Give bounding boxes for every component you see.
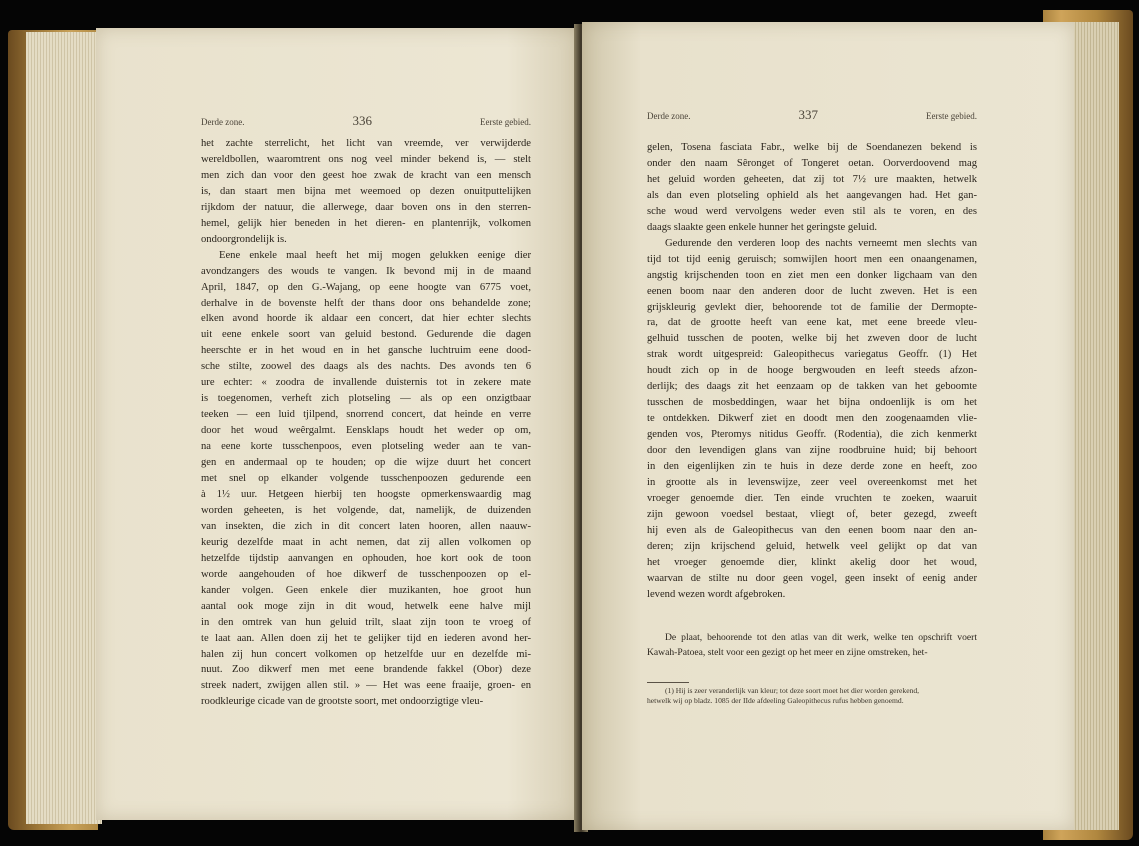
text-line: tijd tot tijd eenig geruisch; somwijlen hoort men een onaangenamen, [647,253,977,265]
left-body-text [201,136,531,710]
text-line: na eene korte tusschenpoos, even plotseling weder aan te van- [201,441,531,453]
page-edges-left [26,32,102,824]
text-line: levend wezen wordt afgebroken. [647,588,786,600]
text-line: halen zij hun concert volkomen op hetzelfde uur en dezelfde mi- [201,648,531,660]
text-line: worden geheeten, is het volgende, dat, namelijk, de duizenden [201,504,531,516]
text-line: hemel, gelijk hier beneden in het dieren- en plantenrijk, volkomen [201,217,531,229]
text-line: is toegenomen, verheft zich plotseling — als op een onzigtbaar [201,393,531,405]
footnote-rule [647,682,689,683]
text-line: ra, dat de grootte heeft van eene kat, met eene breede vleu- [647,317,977,329]
text-line: door het woud weêrgalmt. Eensklaps houdt het weder op om, [201,425,531,437]
header-zone: Derde zone. [647,111,691,121]
page-number: 336 [352,113,372,128]
running-head-right [647,107,977,123]
text-line: streek nadert, zwijgen allen stil. » — Het was eene fraaije, groen- en [201,680,531,692]
text-line: men zich dan voor den geest hoe zwak de kracht van een mensch [201,169,531,181]
text-line: deren; zijn krijschend geluid, hetwelk veel gelijkt op dat van [647,540,977,552]
text-line: gen en andermaal op te houden; op die wijze duurt het concert [201,457,531,469]
text-line: angstig krijschenden toon en ziet men een donker ligchaam van den [647,269,977,281]
text-line: à 1½ uur. Hetgeen hierbij ten hoogste opmerkenswaardig mag [201,488,531,500]
text-line: ondoorgrondelijk is. [201,233,287,245]
text-line: April, 1847, op den G.-Wajang, op eene hoogte van 6775 voet, [201,281,531,293]
text-line: houdt zich op in de hooge bergwouden en leeft steeds afzon- [647,365,977,377]
right-page [582,22,1074,830]
text-line: door den levendigen glans van zijne roodbruine huid; bij behoort [647,445,977,457]
text-line: worde aangehouden of hoe dikwerf de tusschenpoozen op el- [201,568,531,580]
text-line: gelen, Tosena fasciata Fabr., welke bij de Soendanezen bekend is [647,142,977,153]
header-zone: Derde zone. [201,117,245,127]
text-line: het vroeger genoemde dier, klinkt akelig door het woud, [647,556,977,568]
right-body-text [647,140,977,603]
text-line: onder den naam Sêronget of Tongeret oetan. Oorverdoovend mag [647,157,977,169]
text-line: van insekten, die zich in dit concert laten hooren, allen naauw- [201,520,531,532]
text-line: is, dan staart men bijna met weemoed op dezen onuitputtelijken [201,185,531,197]
text-line: keurig dezelfde maat in acht nemen, dat zij allen volkomen op [201,536,531,548]
text-line: tusschen de mosbeddingen, waar het bijna ondoenlijk is om het [647,397,977,409]
text-line: als dan even plotseling ophield als het aangevangen had. Het gan- [647,189,977,201]
text-line: derlijk; des daags zit het eenzaam op de takken van het geboomte [647,381,977,393]
text-line: sche woud werd vervolgens weder even stil als te voren, en des [647,205,977,217]
text-line: in grootte als in levenswijze, zeer veel overeenkomst met het [647,477,977,489]
text-line: elken avond hoorde ik aldaar een concert, dat hier echter slechts [201,313,531,325]
text-line: te laat aan. Allen doen zij het te gelijker tijd en iederen avond her- [201,632,531,644]
text-line: Kawah-Patoea, stelt voor een gezigt op het meer en zijne omstreken, het- [647,647,928,658]
text-line: het zachte sterrelicht, het licht van vreemde, ver verwijderde [201,138,531,149]
text-line: Eene enkele maal heeft het mij mogen gelukken eenige dier [219,249,531,261]
text-line: hetzelfde tijdstip aanvangen en ophouden, hoe kort ook de toon [201,552,531,564]
text-line: waarvan de stilte nu door geen vogel, geen insekt of eenig ander [647,572,977,584]
plate-note [647,630,977,660]
text-line: grijskleurig gevlekt dier, behoorende tot de familie der Dermopte- [647,301,977,313]
text-line: teeken — een luid tjilpend, snorrend concert, dat heinde en verre [201,409,531,421]
text-line: strak wordt uitgespreid: Galeopithecus variegatus Geoffr. (1) Het [647,349,977,361]
text-line: Gedurende den verderen loop des nachts verneemt men slechts van [665,237,977,249]
text-line: met snel op elkander volgende tusschenpoozen gedurende een [201,473,531,485]
text-line: rijkdom der natuur, die allerwege, daar boven ons in den sterren- [201,201,531,213]
text-line: het geluid worden geheeten, dat zij tot 7½ ure maakten, hetwelk [647,173,977,185]
text-line: nuut. Zoo dikwerf men met eene brandende fakkel (Obor) deze [201,664,531,676]
text-line: in den omtrek van hun geluid trilt, slaat zijn toon te vroeg of [201,616,531,628]
text-line: gelhuid tusschen de pooten, welke bij het zweven door de lucht [647,333,977,345]
header-region: Eerste gebied. [926,111,977,121]
page-number: 337 [798,107,818,122]
text-line: daags slaakte geen enkele hunner het geringste geluid. [647,221,878,233]
text-line: aantal ook moge zijn in dit woud, hetwelk eene halve mijl [201,600,531,612]
running-head-left [201,113,531,129]
text-line: hij even als de Galeopithecus van den eenen boom naar den an- [647,524,977,536]
header-region: Eerste gebied. [480,117,531,127]
text-line: wereldbollen, waaromtrent ons nog veel minder bekend is, — stelt [201,153,531,165]
left-page [96,28,580,820]
text-line: uit eene enkele soort van geluid bestond. Gedurende die dagen [201,329,531,341]
text-line: heerschte er in het woud en in het gansche luchtruim eene dood- [201,345,531,357]
footnote [647,686,977,706]
text-line: avondzangers des wouds te vangen. Ik bevond mij in de maand [201,265,531,277]
text-line: sche stilte, zoowel des daags als des nachts. Des avonds ten 6 [201,361,531,373]
text-line: eenen boom naar den anderen door de lucht zweven. Het is een [647,285,977,297]
text-line: zijn gewoon voedsel bestaat, vliegt of, beter gezegd, zweeft [647,508,977,520]
text-line: roodkleurige cicade van de grootste soort, met ondoorzigtige vleu- [201,696,484,708]
text-line: kander volgen. Geen enkele dier muzikanten, hoe groot hun [201,584,531,596]
text-line: hetwelk wij op bladz. 1085 der IIde afdeeling Galeopithecus rufus hebben genoemd. [647,696,904,705]
text-line: genden vos, Pteromys nitidus Geoffr. (Rodentia), die zich kenmerkt [647,429,977,441]
text-line: derhalve in de bovenste helft der thans door ons behandelde zone; [201,297,531,309]
text-line: (1) Hij is zeer veranderlijk van kleur; tot deze soort moet het dier worden gerekend, [665,686,920,695]
text-line: De plaat, behoorende tot den atlas van dit werk, welke ten opschrift voert [665,632,977,643]
text-line: in den eigenlijken zin te huis in deze derde zone en heeft, zoo [647,461,977,473]
text-line: te ontdekken. Dikwerf ziet en doodt men den zoogenaamden vlie- [647,413,977,425]
text-line: ure echter: « zoodra de invallende duisternis tot in zekere mate [201,377,531,389]
text-line: vroeger genoemde dier. Ten einde vruchten te zoeken, waaruit [647,492,977,504]
